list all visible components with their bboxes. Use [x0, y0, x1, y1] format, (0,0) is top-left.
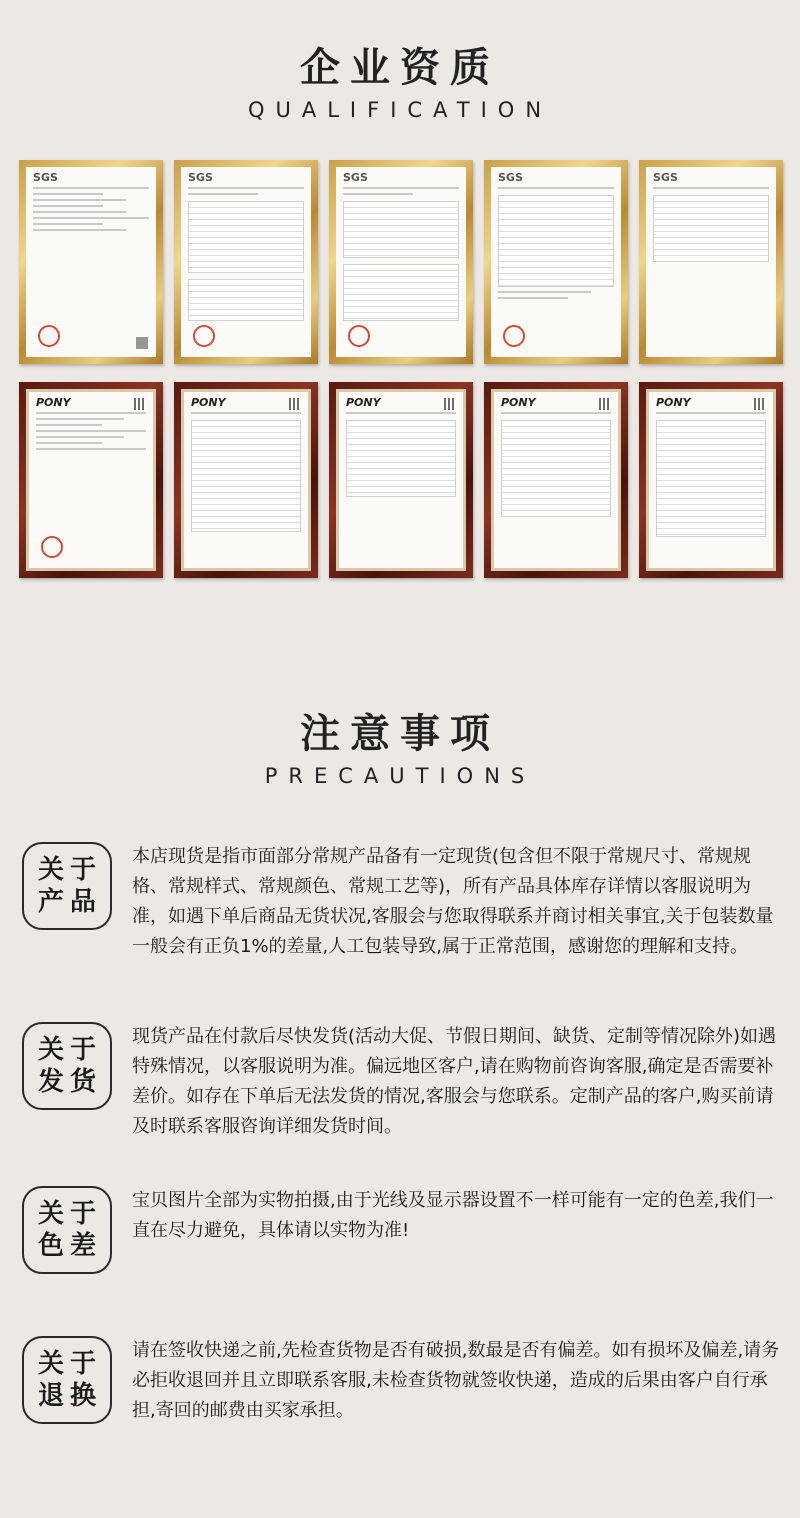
notice-text: 宝贝图片全部为实物拍摄,由于光线及显示器设置不一样可能有一定的色差,我们一直在尽力避免，具体请以实物为准! — [132, 1190, 774, 1241]
qr-code-icon — [136, 337, 148, 349]
certificate-frame — [329, 160, 473, 364]
certificate-frame — [639, 160, 783, 364]
certificate-frame — [19, 382, 163, 578]
certificate-frame — [639, 382, 783, 578]
seal-icon — [38, 325, 60, 347]
certificate-row-sgs — [19, 160, 783, 364]
notice-label-badge — [22, 842, 112, 930]
certificate-document — [491, 167, 621, 357]
seal-icon — [193, 325, 215, 347]
notice-label-line2: 发货 — [37, 1067, 102, 1097]
qr-code-icon — [289, 398, 301, 410]
certificate-frame — [329, 382, 473, 578]
certificate-document — [26, 167, 156, 357]
certificate-logo: SGS — [343, 171, 368, 184]
certificate-document — [336, 167, 466, 357]
certificate-document — [646, 167, 776, 357]
qualification-title-en: QUALIFICATION — [247, 98, 553, 122]
notice-label-line1: 关于 — [37, 1034, 102, 1065]
notice-label-line2: 退换 — [37, 1381, 102, 1411]
certificate-document — [336, 389, 466, 571]
certificate-logo: SGS — [188, 171, 213, 184]
notice-label-line1: 关于 — [37, 854, 102, 885]
notice-text: 请在签收快递之前,先检查货物是否有破损,数最是否有偏差。如有损坏及偏差,请务必拒收退回并且立即联系客服,未检查货物就签收快递，造成的后果由客户自行承担,寄回的邮费由买家承担。 — [132, 1340, 780, 1421]
qr-code-icon — [599, 398, 611, 410]
certificate-logo: PONY — [191, 396, 226, 409]
qr-code-icon — [754, 398, 766, 410]
certificate-document — [181, 389, 311, 571]
certificate-logo: PONY — [501, 396, 536, 409]
notice-label-line2: 色差 — [37, 1231, 102, 1261]
notice-label-badge — [22, 1186, 112, 1274]
precautions-title-cn: 注意事项 — [300, 711, 500, 757]
seal-icon — [348, 325, 370, 347]
certificate-logo: SGS — [653, 171, 678, 184]
seal-icon — [503, 325, 525, 347]
certificate-frame — [174, 160, 318, 364]
certificate-logo: SGS — [33, 171, 58, 184]
certificate-row-pony — [19, 382, 783, 578]
certificate-frame — [174, 382, 318, 578]
qr-code-icon — [444, 398, 456, 410]
notice-label-line2: 产品 — [37, 887, 102, 917]
certificate-frame — [19, 160, 163, 364]
certificate-logo: SGS — [498, 171, 523, 184]
certificate-logo: PONY — [656, 396, 691, 409]
notice-text: 现货产品在付款后尽快发货(活动大促、节假日期间、缺货、定制等情况除外)如遇特殊情况，以客服说明为准。偏远地区客户,请在购物前咨询客服,确定是否需要补差价。如存在下单后无法发货的情况,客服会与您联系。定制产品的客户,购买前请及时联系客服咨询详细发货时间。 — [132, 1026, 777, 1137]
seal-icon — [41, 536, 63, 558]
certificate-document — [26, 389, 156, 571]
certificate-document — [646, 389, 776, 571]
qualification-header — [0, 45, 800, 122]
certificate-document — [181, 167, 311, 357]
precautions-header — [0, 711, 800, 788]
notice-text: 本店现货是指市面部分常规产品备有一定现货(包含但不限于常规尺寸、常规规格、常规样式、常规颜色、常规工艺等)，所有产品具体库存详情以客服说明为准，如遇下单后商品无货状况,客服会与您取得联系并商讨相关事宜,关于包装数量一般会有正负1%的差量,人工包装导致,属于正常范围，感谢您的理解和支持。 — [132, 846, 774, 957]
qualification-title-cn: 企业资质 — [300, 45, 500, 91]
certificate-logo: PONY — [346, 396, 381, 409]
certificate-frame — [484, 382, 628, 578]
precautions-title-en: PRECAUTIONS — [264, 764, 536, 788]
notice-label-badge — [22, 1336, 112, 1424]
qr-code-icon — [134, 398, 146, 410]
notice-label-line1: 关于 — [37, 1198, 102, 1229]
certificate-logo: PONY — [36, 396, 71, 409]
certificate-frame — [484, 160, 628, 364]
notice-label-line1: 关于 — [37, 1348, 102, 1379]
notice-label-badge — [22, 1022, 112, 1110]
certificate-document — [491, 389, 621, 571]
